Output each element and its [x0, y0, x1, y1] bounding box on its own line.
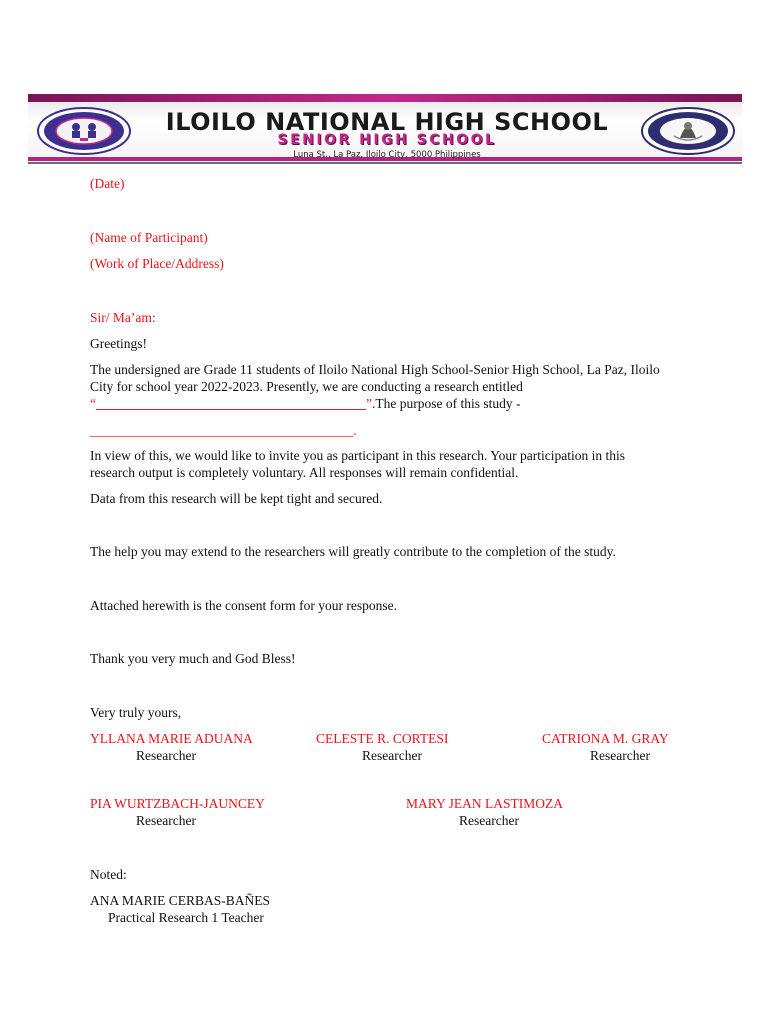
teacher-role: Practical Research 1 Teacher — [108, 910, 264, 925]
closing-text: Very truly yours, — [90, 705, 182, 720]
researcher-name: CELESTE R. CORTESI — [316, 731, 449, 746]
help-text: The help you may extend to the researchers will greatly contribute to the completion of the study. — [90, 544, 616, 559]
researcher-role: Researcher — [362, 748, 422, 763]
school-name: ILOILO NATIONAL HIGH SCHOOL — [165, 108, 609, 136]
researcher-role: Researcher — [459, 813, 519, 828]
researcher-name: MARY JEAN LASTIMOZA — [406, 796, 564, 811]
intro-line-2: City for school year 2022-2023. Presently, we are conducting a research entitled — [90, 379, 523, 394]
invite-line-2: research output is completely voluntary. All responses will remain confidential. — [90, 465, 519, 480]
school-subtitle: SENIOR HIGH SCHOOL — [277, 132, 497, 148]
letterhead-banner — [28, 94, 742, 166]
researcher-role: Researcher — [136, 748, 196, 763]
school-seal-right-icon — [640, 106, 736, 156]
participant-name-placeholder: (Name of Participant) — [90, 230, 208, 245]
title-open-quote: “ — [90, 396, 96, 411]
date-placeholder: (Date) — [90, 176, 125, 191]
purpose-blank: _______________________________________. — [90, 423, 357, 438]
data-security-text: Data from this research will be kept tight and secured. — [90, 491, 383, 506]
purpose-text: .The purpose of this study - — [372, 396, 521, 411]
participant-address-placeholder: (Work of Place/Address) — [90, 256, 224, 271]
teacher-name: ANA MARIE CERBAS-BAÑES — [90, 893, 271, 908]
invite-line-1: In view of this, we would like to invite you as participant in this research. Your participation in this — [90, 448, 626, 463]
researcher-name: YLLANA MARIE ADUANA — [90, 731, 253, 746]
research-title-blank: ________________________________________ — [96, 396, 366, 411]
school-seal-left-icon — [36, 106, 132, 156]
researcher-role: Researcher — [590, 748, 650, 763]
greeting: Greetings! — [90, 336, 147, 351]
school-address: Luna St., La Paz, Iloilo City, 5000 Philippines — [293, 150, 481, 160]
attached-text: Attached herewith is the consent form for your response. — [90, 598, 398, 613]
thanks-text: Thank you very much and God Bless! — [90, 651, 296, 666]
researcher-role: Researcher — [136, 813, 196, 828]
banner-top-stripe — [28, 94, 742, 102]
researcher-name: CATRIONA M. GRAY — [542, 731, 669, 746]
salutation: Sir/ Ma’am: — [90, 310, 156, 325]
banner-bottom-rule — [28, 162, 742, 164]
research-title-line — [90, 396, 520, 412]
researcher-name: PIA WURTZBACH-JAUNCEY — [90, 796, 265, 811]
title-close-quote: ” — [366, 396, 372, 411]
noted-label: Noted: — [90, 867, 127, 882]
intro-line-1: The undersigned are Grade 11 students of Iloilo National High School-Senior High School, La Paz, Iloilo — [90, 362, 660, 377]
